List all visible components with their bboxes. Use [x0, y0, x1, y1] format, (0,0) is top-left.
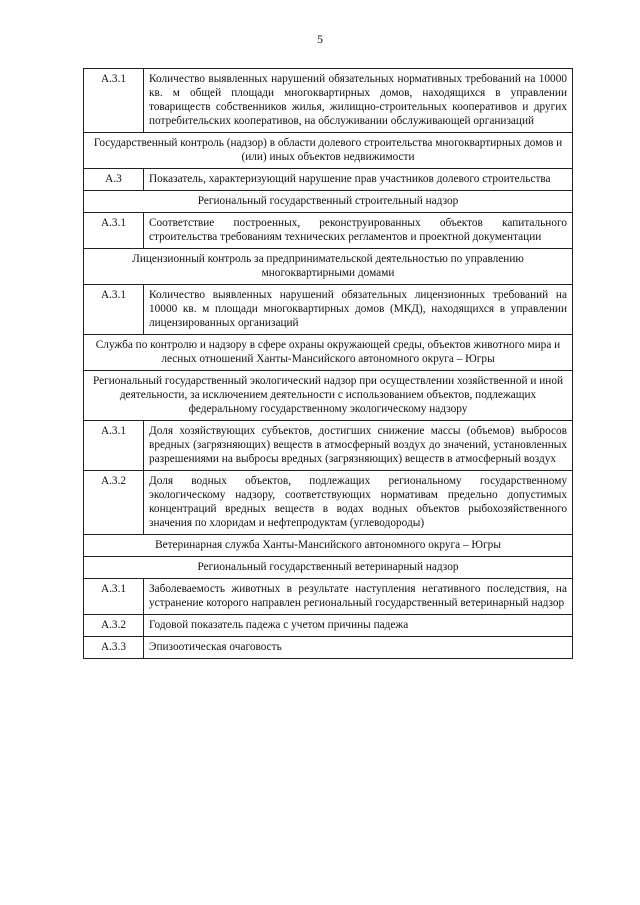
section-heading-row	[84, 557, 573, 579]
indicator-code: А.3.1	[84, 285, 144, 335]
section-heading: Региональный государственный экологический надзор при осуществлении хозяйственной и иной деятельности, за исключением деятельности с использованием объектов, подлежащих федеральному государственному экологическому надзору	[84, 371, 573, 421]
section-heading: Служба по контролю и надзору в сфере охраны окружающей среды, объектов животного мира и лесных отношений Ханты-Мансийского автономного округа – Югры	[84, 335, 573, 371]
section-heading-row	[84, 335, 573, 371]
indicator-description: Эпизоотическая очаговость	[144, 637, 573, 659]
section-heading: Региональный государственный строительный надзор	[84, 191, 573, 213]
indicator-description: Заболеваемость животных в результате наступления негативного последствия, на устранение которого направлен региональный государственный ветеринарный надзор	[144, 579, 573, 615]
indicator-code: А.3.1	[84, 69, 144, 133]
indicator-description: Соответствие построенных, реконструированных объектов капитального строительства требованиям технических регламентов и проектной документации	[144, 213, 573, 249]
section-heading-row	[84, 249, 573, 285]
section-heading-row	[84, 191, 573, 213]
indicator-row	[84, 285, 573, 335]
indicator-row	[84, 637, 573, 659]
indicator-code: А.3.2	[84, 471, 144, 535]
indicator-description: Показатель, характеризующий нарушение прав участников долевого строительства	[144, 169, 573, 191]
section-heading: Государственный контроль (надзор) в области долевого строительства многоквартирных домов и (или) иных объектов недвижимости	[84, 133, 573, 169]
indicator-row	[84, 69, 573, 133]
indicator-row	[84, 213, 573, 249]
indicator-description: Годовой показатель падежа с учетом причины падежа	[144, 615, 573, 637]
section-heading: Ветеринарная служба Ханты-Мансийского автономного округа – Югры	[84, 535, 573, 557]
indicator-description: Количество выявленных нарушений обязательных нормативных требований на 10000 кв. м общей площади многоквартирных домов, находящихся в управлении товариществ собственников жилья, жилищно-строительных кооперативов и других потребительских кооперативов, на обслуживании обслуживающей организаций	[144, 69, 573, 133]
page-number: 5	[317, 32, 323, 46]
indicator-code: А.3.1	[84, 213, 144, 249]
indicator-description: Количество выявленных нарушений обязательных лицензионных требований на 10000 кв. м площади многоквартирных домов (МКД), находящихся в управлении лицензированных организаций	[144, 285, 573, 335]
section-heading-row	[84, 535, 573, 557]
indicator-code: А.3	[84, 169, 144, 191]
indicator-row	[84, 579, 573, 615]
section-heading: Лицензионный контроль за предпринимательской деятельностью по управлению многоквартирными домами	[84, 249, 573, 285]
indicator-row	[84, 471, 573, 535]
indicator-code: А.3.1	[84, 421, 144, 471]
indicator-code: А.3.3	[84, 637, 144, 659]
indicator-description: Доля водных объектов, подлежащих региональному государственному экологическому надзору, соответствующих нормативам предельно допустимых концентраций вредных веществ в водах водных объектов рыбохозяйственного значения по хлоридам и нефтепродуктам (углеводороды)	[144, 471, 573, 535]
indicator-table	[83, 68, 573, 659]
indicator-row	[84, 421, 573, 471]
indicator-table-body	[84, 69, 573, 659]
indicator-row	[84, 615, 573, 637]
section-heading-row	[84, 133, 573, 169]
section-heading: Региональный государственный ветеринарный надзор	[84, 557, 573, 579]
section-heading-row	[84, 371, 573, 421]
indicator-row	[84, 169, 573, 191]
indicator-description: Доля хозяйствующих субъектов, достигших снижение массы (объемов) выбросов вредных (загрязняющих) веществ в атмосферный воздух до значений, установленных разрешениями на выбросы вредных (загрязняющих) веществ в атмосферный воздух	[144, 421, 573, 471]
indicator-code: А.3.1	[84, 579, 144, 615]
indicator-code: А.3.2	[84, 615, 144, 637]
